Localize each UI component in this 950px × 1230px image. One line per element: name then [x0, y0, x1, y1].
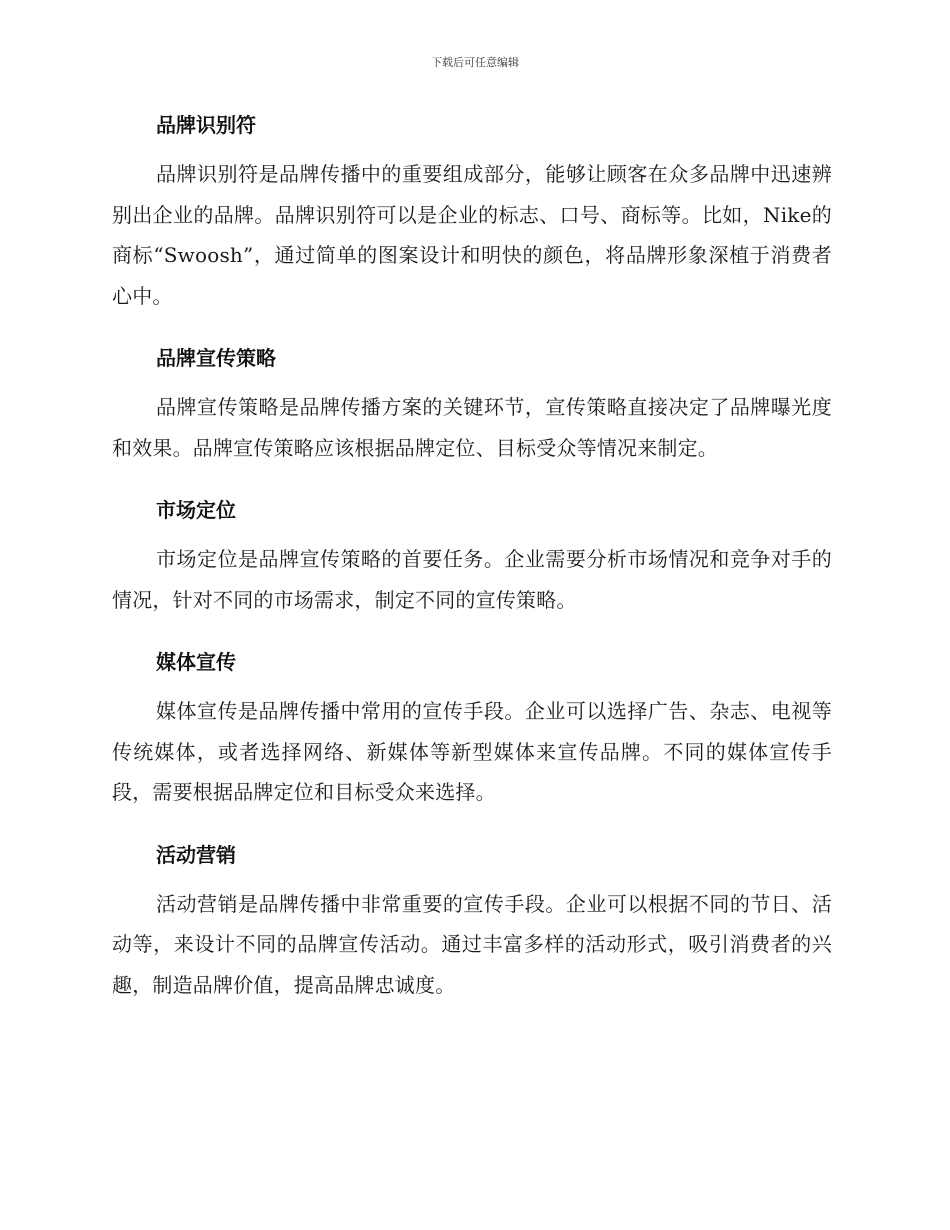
section-paragraph-event-marketing: 活动营销是品牌传播中非常重要的宣传手段。企业可以根据不同的节日、活动等，来设计不同的品牌宣传活动。通过丰富多样的活动形式，吸引消费者的兴趣，制造品牌价值，提高品牌忠诚度。 [112, 891, 832, 997]
section-title-event-marketing: 活动营销 [156, 842, 236, 867]
section-title-brand-promotion-strategy: 品牌宣传策略 [156, 346, 276, 370]
section-title-media-promotion: 媒体宣传 [156, 650, 236, 674]
page-header: 下载后可任意编辑 [431, 56, 519, 69]
section-paragraph-brand-promotion-strategy: 品牌宣传策略是品牌传播方案的关键环节，宣传策略直接决定了品牌曝光度和效果。品牌宣传策略应该根据品牌定位、目标受众等情况来制定。 [112, 395, 832, 460]
document-body [112, 108, 832, 1005]
section-paragraph-market-positioning: 市场定位是品牌宣传策略的首要任务。企业需要分析市场情况和竞争对手的情况，针对不同的市场需求，制定不同的宣传策略。 [112, 547, 832, 612]
section-paragraph-brand-identifier: 品牌识别符是品牌传播中的重要组成部分，能够让顾客在众多品牌中迅速辨别出企业的品牌。品牌识别符可以是企业的标志、口号、商标等。比如，Nike的商标“Swoosh”，通过简单的图案设计和明快的颜色，将品牌形象深植于消费者心中。 [112, 162, 832, 308]
section-title-brand-identifier: 品牌识别符 [156, 113, 256, 137]
section-paragraph-media-promotion: 媒体宣传是品牌传播中常用的宣传手段。企业可以选择广告、杂志、电视等传统媒体，或者选择网络、新媒体等新型媒体来宣传品牌。不同的媒体宣传手段，需要根据品牌定位和目标受众来选择。 [112, 699, 832, 804]
section-title-market-positioning: 市场定位 [156, 498, 236, 522]
